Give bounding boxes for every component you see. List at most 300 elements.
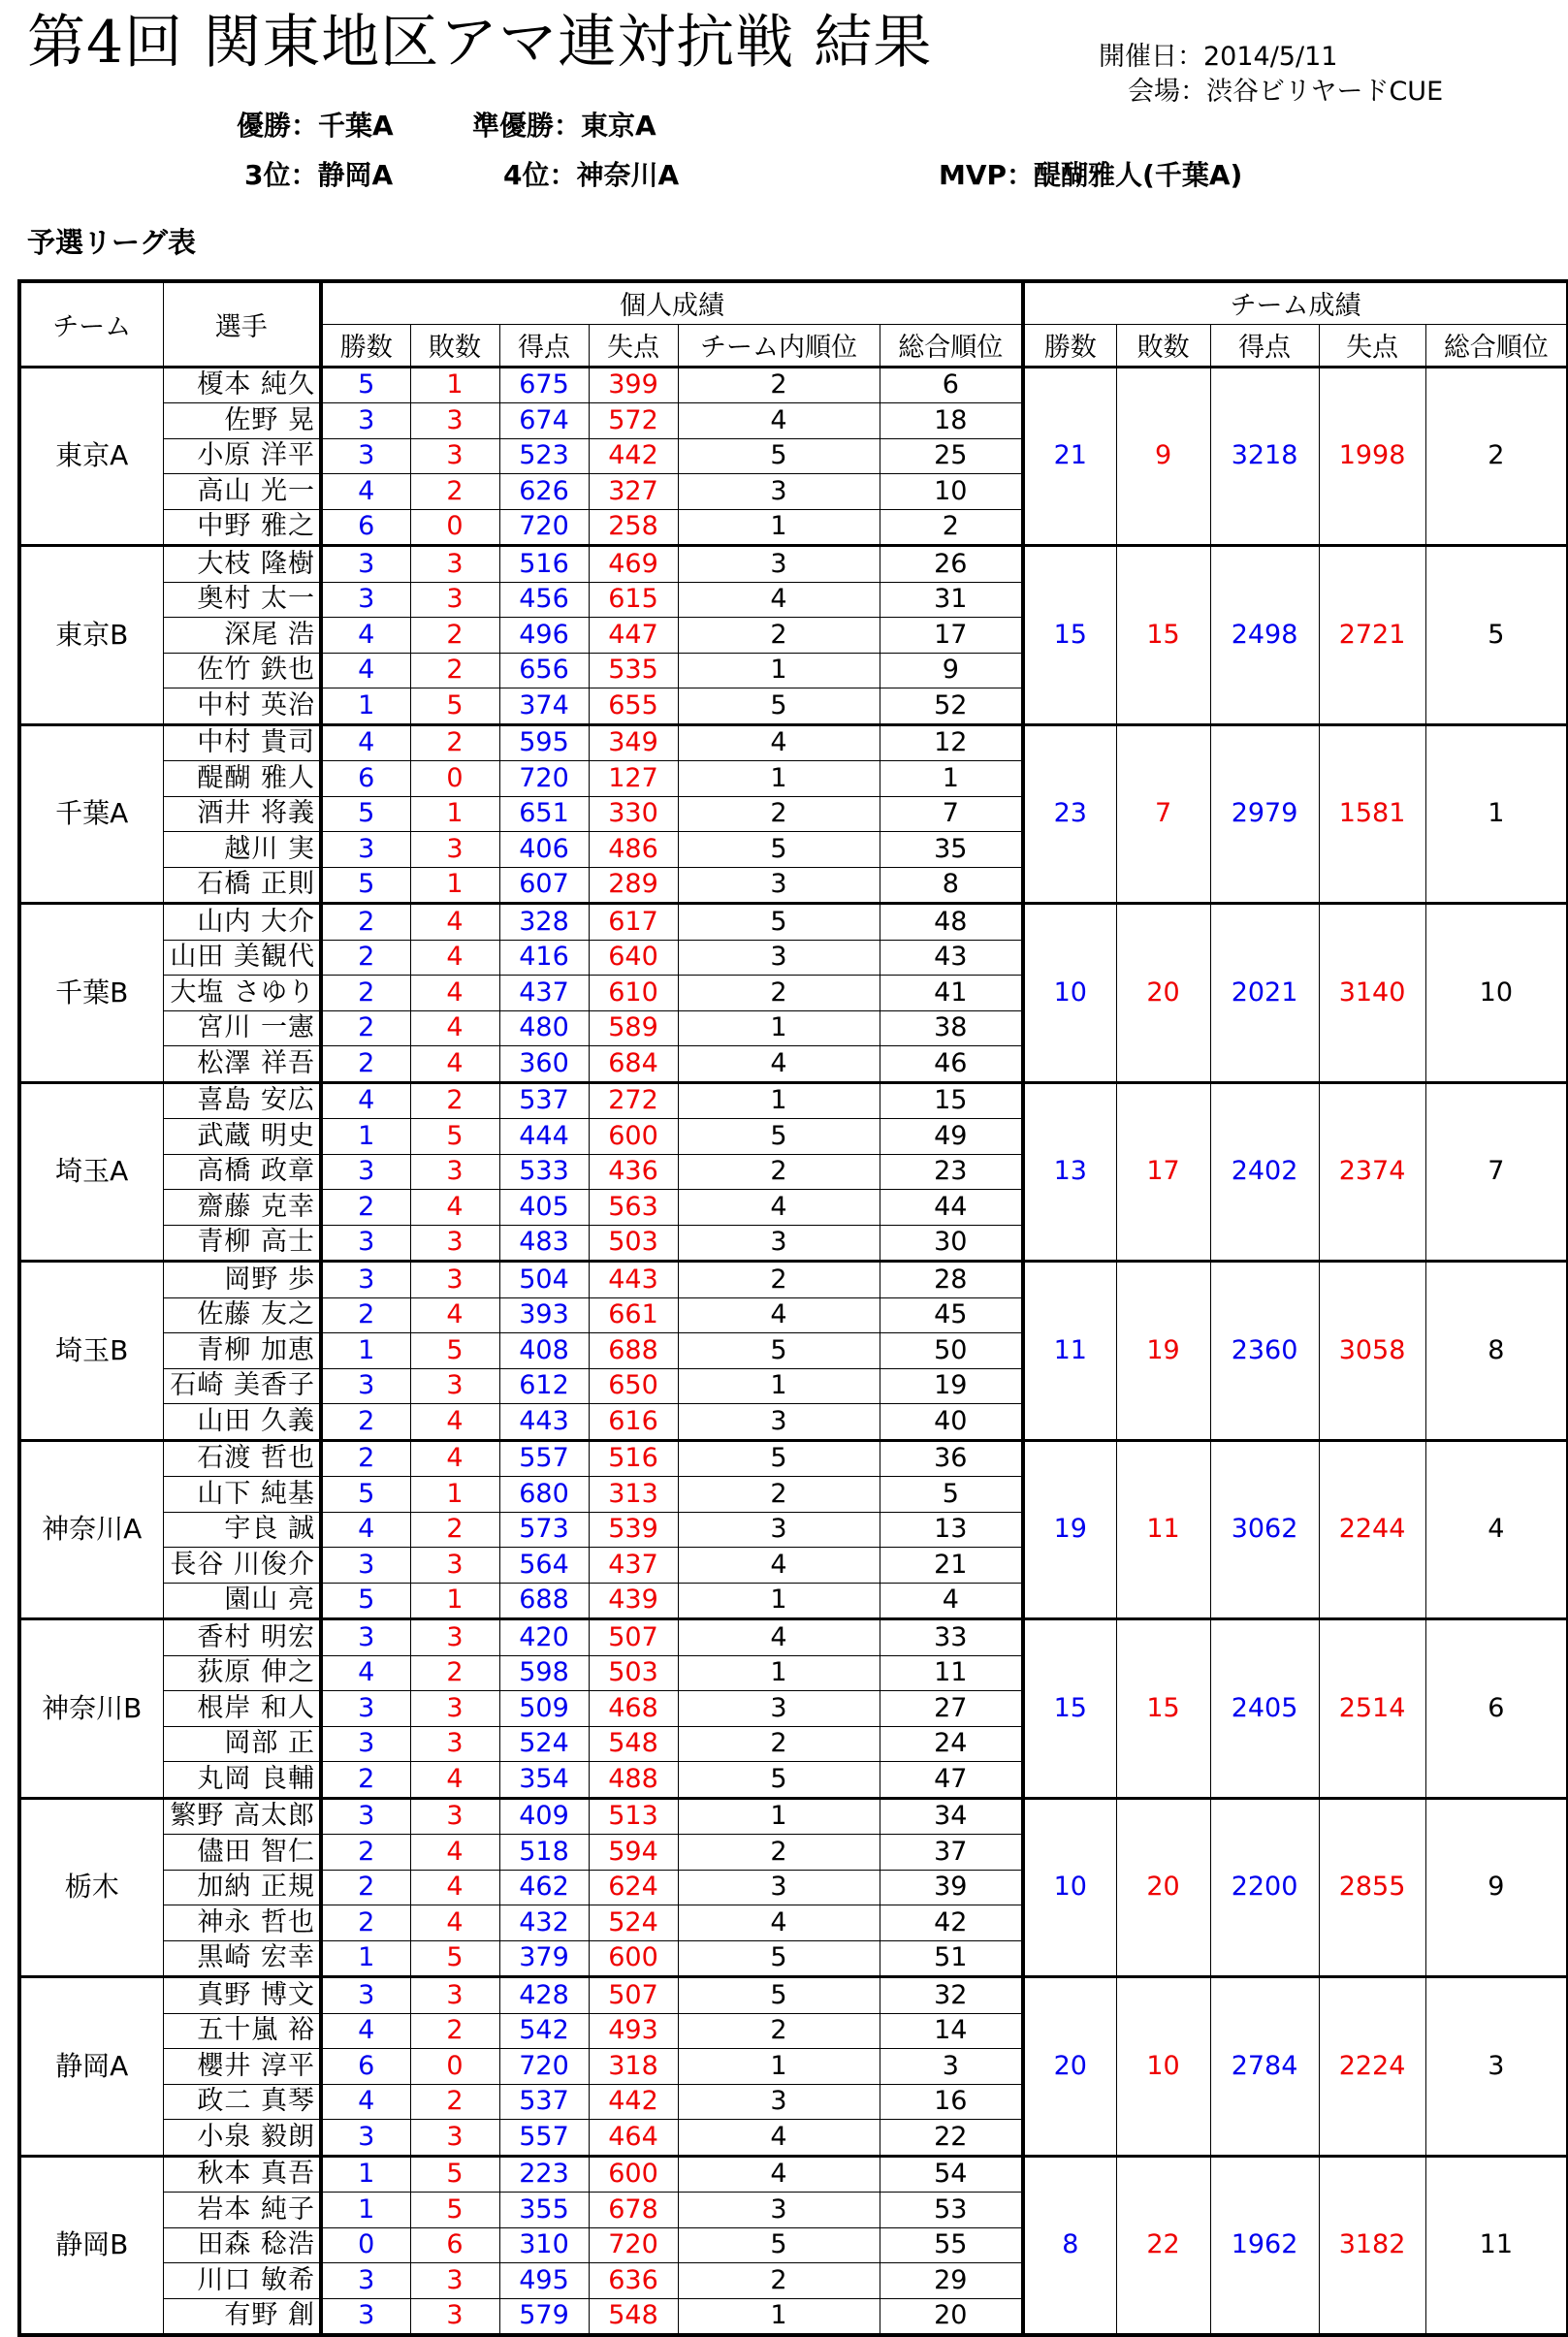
player-points-for: 393 [499, 1297, 589, 1333]
player-team-rank: 4 [678, 724, 880, 761]
player-points-against: 503 [589, 1225, 678, 1262]
player-overall-rank: 54 [880, 2156, 1023, 2193]
player-wins: 3 [321, 2298, 410, 2335]
player-team-rank: 1 [678, 2049, 880, 2085]
player-points-against: 548 [589, 2298, 678, 2335]
player-name: 五十嵐 裕 [163, 2013, 321, 2049]
results-table [17, 279, 1568, 2337]
header-team-losses: 敗数 [1116, 324, 1210, 367]
table-row [19, 2156, 1568, 2193]
player-name: 石橋 正則 [163, 867, 321, 904]
player-losses: 4 [410, 940, 499, 976]
player-points-for: 720 [499, 509, 589, 546]
player-team-rank: 5 [678, 688, 880, 725]
team-overall-rank: 10 [1425, 904, 1568, 1083]
player-team-rank: 1 [678, 1655, 880, 1691]
player-points-against: 594 [589, 1835, 678, 1871]
player-overall-rank: 17 [880, 618, 1023, 654]
player-overall-rank: 40 [880, 1404, 1023, 1441]
player-overall-rank: 4 [880, 1583, 1023, 1619]
player-points-for: 223 [499, 2156, 589, 2193]
player-wins: 3 [321, 1154, 410, 1190]
player-losses: 3 [410, 1225, 499, 1262]
player-points-against: 488 [589, 1762, 678, 1799]
player-name: 青柳 加恵 [163, 1333, 321, 1369]
player-losses: 6 [410, 2227, 499, 2263]
player-name: 佐竹 鉄也 [163, 653, 321, 688]
team-name: 埼玉A [19, 1082, 163, 1262]
header-overall-rank: 総合順位 [880, 324, 1023, 367]
player-team-rank: 5 [678, 438, 880, 474]
player-team-rank: 3 [678, 1404, 880, 1441]
player-points-against: 640 [589, 940, 678, 976]
player-losses: 3 [410, 1368, 499, 1404]
player-points-against: 650 [589, 1368, 678, 1404]
player-losses: 3 [410, 2298, 499, 2335]
player-points-against: 661 [589, 1297, 678, 1333]
player-name: 武蔵 明史 [163, 1119, 321, 1155]
table-row [19, 1619, 1568, 1656]
player-points-for: 432 [499, 1905, 589, 1941]
player-points-for: 656 [499, 653, 589, 688]
team-losses: 20 [1116, 904, 1210, 1083]
player-team-rank: 1 [678, 1798, 880, 1835]
team-wins: 13 [1023, 1082, 1116, 1262]
player-points-for: 607 [499, 867, 589, 904]
player-team-rank: 5 [678, 1977, 880, 2014]
player-overall-rank: 31 [880, 582, 1023, 618]
team-name: 神奈川A [19, 1440, 163, 1619]
player-losses: 2 [410, 2013, 499, 2049]
team-wins: 19 [1023, 1440, 1116, 1619]
player-points-against: 684 [589, 1046, 678, 1083]
player-wins: 1 [321, 1940, 410, 1977]
player-points-against: 720 [589, 2227, 678, 2263]
player-points-against: 447 [589, 618, 678, 654]
player-points-against: 636 [589, 2263, 678, 2299]
table-row [19, 367, 1568, 403]
player-overall-rank: 51 [880, 1940, 1023, 1977]
player-losses: 1 [410, 1477, 499, 1513]
team-losses: 11 [1116, 1440, 1210, 1619]
player-team-rank: 2 [678, 2013, 880, 2049]
player-losses: 4 [410, 1440, 499, 1477]
player-team-rank: 2 [678, 1726, 880, 1762]
player-losses: 5 [410, 2193, 499, 2228]
player-points-for: 537 [499, 2084, 589, 2120]
player-team-rank: 5 [678, 904, 880, 941]
player-points-against: 436 [589, 1154, 678, 1190]
player-team-rank: 5 [678, 1940, 880, 1977]
team-overall-rank: 6 [1425, 1619, 1568, 1799]
player-team-rank: 4 [678, 1297, 880, 1333]
player-wins: 3 [321, 582, 410, 618]
player-name: 佐野 晃 [163, 403, 321, 439]
player-wins: 6 [321, 2049, 410, 2085]
player-wins: 2 [321, 1046, 410, 1083]
team-losses: 22 [1116, 2156, 1210, 2335]
player-points-against: 688 [589, 1333, 678, 1369]
player-points-for: 595 [499, 724, 589, 761]
player-overall-rank: 30 [880, 1225, 1023, 1262]
player-team-rank: 5 [678, 1440, 880, 1477]
player-overall-rank: 12 [880, 724, 1023, 761]
player-points-for: 509 [499, 1691, 589, 1727]
team-name: 東京A [19, 367, 163, 546]
player-name: 中村 貴司 [163, 724, 321, 761]
player-points-against: 272 [589, 1082, 678, 1119]
player-points-against: 349 [589, 724, 678, 761]
player-team-rank: 5 [678, 1119, 880, 1155]
event-venue: 会場：渋谷ビリヤードCUE [1128, 77, 1444, 107]
award-winner: 優勝：千葉A [237, 110, 394, 142]
player-points-against: 507 [589, 1619, 678, 1656]
table-row [19, 1262, 1568, 1298]
player-losses: 1 [410, 796, 499, 832]
player-name: 山田 久義 [163, 1404, 321, 1441]
player-points-against: 437 [589, 1548, 678, 1584]
player-points-for: 428 [499, 1977, 589, 2014]
player-wins: 4 [321, 618, 410, 654]
player-name: 松澤 祥吾 [163, 1046, 321, 1083]
player-losses: 1 [410, 367, 499, 403]
player-points-against: 442 [589, 438, 678, 474]
player-overall-rank: 6 [880, 367, 1023, 403]
player-team-rank: 2 [678, 2263, 880, 2299]
team-points-for: 3218 [1210, 367, 1319, 546]
player-wins: 3 [321, 1619, 410, 1656]
player-name: 越川 実 [163, 832, 321, 868]
player-losses: 5 [410, 1119, 499, 1155]
team-overall-rank: 11 [1425, 2156, 1568, 2335]
team-losses: 19 [1116, 1262, 1210, 1441]
player-name: 小原 洋平 [163, 438, 321, 474]
team-losses: 20 [1116, 1798, 1210, 1977]
player-points-against: 258 [589, 509, 678, 546]
player-losses: 2 [410, 2084, 499, 2120]
player-overall-rank: 5 [880, 1477, 1023, 1513]
player-losses: 3 [410, 1798, 499, 1835]
player-points-against: 535 [589, 653, 678, 688]
player-losses: 3 [410, 2263, 499, 2299]
player-points-for: 626 [499, 474, 589, 510]
player-points-for: 674 [499, 403, 589, 439]
player-wins: 3 [321, 2263, 410, 2299]
player-team-rank: 1 [678, 1010, 880, 1046]
player-overall-rank: 21 [880, 1548, 1023, 1584]
player-losses: 5 [410, 688, 499, 725]
player-team-rank: 2 [678, 1262, 880, 1298]
player-points-for: 504 [499, 1262, 589, 1298]
player-name: 山内 大介 [163, 904, 321, 941]
team-points-for: 1962 [1210, 2156, 1319, 2335]
player-losses: 4 [410, 1835, 499, 1871]
player-team-rank: 2 [678, 976, 880, 1011]
player-name: 荻原 伸之 [163, 1655, 321, 1691]
player-overall-rank: 43 [880, 940, 1023, 976]
team-points-against: 3058 [1319, 1262, 1425, 1441]
player-team-rank: 1 [678, 2298, 880, 2335]
team-losses: 15 [1116, 546, 1210, 725]
player-team-rank: 3 [678, 1225, 880, 1262]
player-name: 酒井 将義 [163, 796, 321, 832]
player-losses: 3 [410, 1977, 499, 2014]
player-team-rank: 3 [678, 1691, 880, 1727]
player-losses: 4 [410, 1046, 499, 1083]
player-points-against: 655 [589, 688, 678, 725]
player-name: 榎本 純久 [163, 367, 321, 403]
player-wins: 1 [321, 1119, 410, 1155]
player-points-for: 328 [499, 904, 589, 941]
player-overall-rank: 19 [880, 1368, 1023, 1404]
player-overall-rank: 33 [880, 1619, 1023, 1656]
player-name: 長谷 川俊介 [163, 1548, 321, 1584]
player-overall-rank: 24 [880, 1726, 1023, 1762]
player-name: 有野 創 [163, 2298, 321, 2335]
header-losses: 敗数 [410, 324, 499, 367]
player-wins: 4 [321, 2084, 410, 2120]
player-wins: 3 [321, 832, 410, 868]
player-points-for: 516 [499, 546, 589, 583]
player-wins: 2 [321, 1010, 410, 1046]
player-losses: 3 [410, 1619, 499, 1656]
player-losses: 0 [410, 761, 499, 797]
player-losses: 1 [410, 1583, 499, 1619]
player-overall-rank: 7 [880, 796, 1023, 832]
player-points-for: 720 [499, 2049, 589, 2085]
player-team-rank: 1 [678, 761, 880, 797]
player-losses: 2 [410, 474, 499, 510]
header-wins: 勝数 [321, 324, 410, 367]
team-overall-rank: 7 [1425, 1082, 1568, 1262]
table-row [19, 1798, 1568, 1835]
player-wins: 4 [321, 724, 410, 761]
player-team-rank: 3 [678, 1512, 880, 1548]
player-wins: 2 [321, 1440, 410, 1477]
player-name: 山田 美観代 [163, 940, 321, 976]
player-name: 黒崎 宏幸 [163, 1940, 321, 1977]
team-name: 栃木 [19, 1798, 163, 1977]
player-name: 櫻井 淳平 [163, 2049, 321, 2085]
award-third: 3位：静岡A [244, 159, 394, 191]
player-name: 石渡 哲也 [163, 1440, 321, 1477]
player-team-rank: 5 [678, 1333, 880, 1369]
team-wins: 11 [1023, 1262, 1116, 1441]
player-name: 高橋 政章 [163, 1154, 321, 1190]
player-losses: 5 [410, 1333, 499, 1369]
player-overall-rank: 29 [880, 2263, 1023, 2299]
player-team-rank: 4 [678, 1619, 880, 1656]
player-wins: 3 [321, 2120, 410, 2157]
player-wins: 3 [321, 1691, 410, 1727]
player-points-for: 557 [499, 1440, 589, 1477]
player-wins: 6 [321, 509, 410, 546]
player-points-against: 289 [589, 867, 678, 904]
team-points-against: 2721 [1319, 546, 1425, 725]
team-wins: 21 [1023, 367, 1116, 546]
table-row [19, 1977, 1568, 2014]
player-overall-rank: 16 [880, 2084, 1023, 2120]
award-mvp: MVP：醍醐雅人(千葉A) [939, 159, 1243, 191]
player-wins: 3 [321, 438, 410, 474]
player-overall-rank: 36 [880, 1440, 1023, 1477]
header-team-wins: 勝数 [1023, 324, 1116, 367]
player-wins: 3 [321, 1368, 410, 1404]
player-points-against: 600 [589, 2156, 678, 2193]
player-overall-rank: 2 [880, 509, 1023, 546]
header-points-for: 得点 [499, 324, 589, 367]
player-name: 深尾 浩 [163, 618, 321, 654]
player-points-against: 589 [589, 1010, 678, 1046]
team-name: 静岡B [19, 2156, 163, 2335]
team-wins: 20 [1023, 1977, 1116, 2157]
team-wins: 10 [1023, 1798, 1116, 1977]
team-name: 千葉B [19, 904, 163, 1083]
player-team-rank: 4 [678, 2120, 880, 2157]
player-losses: 5 [410, 2156, 499, 2193]
player-name: 岡野 歩 [163, 1262, 321, 1298]
player-overall-rank: 45 [880, 1297, 1023, 1333]
player-losses: 3 [410, 1154, 499, 1190]
player-losses: 3 [410, 438, 499, 474]
player-points-against: 539 [589, 1512, 678, 1548]
player-name: 儘田 智仁 [163, 1835, 321, 1871]
award-runner-up: 準優勝：東京A [472, 110, 656, 142]
player-losses: 3 [410, 1691, 499, 1727]
player-wins: 5 [321, 867, 410, 904]
header-team-overall-rank: 総合順位 [1425, 324, 1568, 367]
player-team-rank: 3 [678, 546, 880, 583]
player-points-against: 442 [589, 2084, 678, 2120]
player-losses: 3 [410, 2120, 499, 2157]
player-points-for: 420 [499, 1619, 589, 1656]
header-team-points-against: 失点 [1319, 324, 1425, 367]
team-wins: 10 [1023, 904, 1116, 1083]
player-points-against: 513 [589, 1798, 678, 1835]
player-points-for: 374 [499, 688, 589, 725]
player-wins: 1 [321, 688, 410, 725]
player-wins: 3 [321, 1225, 410, 1262]
team-points-against: 3140 [1319, 904, 1425, 1083]
player-overall-rank: 22 [880, 2120, 1023, 2157]
player-overall-rank: 48 [880, 904, 1023, 941]
player-points-for: 310 [499, 2227, 589, 2263]
player-overall-rank: 49 [880, 1119, 1023, 1155]
player-points-against: 563 [589, 1190, 678, 1226]
player-points-against: 600 [589, 1119, 678, 1155]
player-team-rank: 3 [678, 940, 880, 976]
player-points-for: 579 [499, 2298, 589, 2335]
team-points-against: 2244 [1319, 1440, 1425, 1619]
header-points-against: 失点 [589, 324, 678, 367]
player-overall-rank: 8 [880, 867, 1023, 904]
player-wins: 1 [321, 1333, 410, 1369]
player-team-rank: 4 [678, 1190, 880, 1226]
player-points-for: 518 [499, 1835, 589, 1871]
team-points-against: 2855 [1319, 1798, 1425, 1977]
header-individual: 個人成績 [321, 281, 1023, 324]
player-points-for: 409 [499, 1798, 589, 1835]
player-team-rank: 1 [678, 1082, 880, 1119]
team-wins: 8 [1023, 2156, 1116, 2335]
player-losses: 4 [410, 1010, 499, 1046]
player-points-against: 516 [589, 1440, 678, 1477]
player-name: 香村 明宏 [163, 1619, 321, 1656]
player-points-against: 443 [589, 1262, 678, 1298]
player-losses: 4 [410, 1404, 499, 1441]
player-losses: 2 [410, 1655, 499, 1691]
team-wins: 15 [1023, 546, 1116, 725]
player-losses: 5 [410, 1940, 499, 1977]
player-losses: 4 [410, 1905, 499, 1941]
award-fourth: 4位：神奈川A [503, 159, 680, 191]
player-name: 石崎 美香子 [163, 1368, 321, 1404]
player-points-against: 524 [589, 1905, 678, 1941]
player-losses: 3 [410, 832, 499, 868]
event-date: 開催日：2014/5/11 [1099, 42, 1338, 72]
player-team-rank: 2 [678, 1835, 880, 1871]
player-overall-rank: 50 [880, 1333, 1023, 1369]
player-losses: 3 [410, 403, 499, 439]
player-points-against: 507 [589, 1977, 678, 2014]
player-wins: 3 [321, 1977, 410, 2014]
player-wins: 2 [321, 1905, 410, 1941]
player-name: 中野 雅之 [163, 509, 321, 546]
player-points-for: 456 [499, 582, 589, 618]
player-team-rank: 5 [678, 832, 880, 868]
player-team-rank: 2 [678, 1154, 880, 1190]
player-points-for: 542 [499, 2013, 589, 2049]
player-team-rank: 4 [678, 2156, 880, 2193]
player-points-for: 406 [499, 832, 589, 868]
header-team-results: チーム成績 [1023, 281, 1568, 324]
player-losses: 2 [410, 724, 499, 761]
player-points-for: 462 [499, 1870, 589, 1905]
player-overall-rank: 42 [880, 1905, 1023, 1941]
player-name: 青柳 高士 [163, 1225, 321, 1262]
results-body [19, 367, 1568, 2335]
header-team-rank: チーム内順位 [678, 324, 880, 367]
team-points-against: 1581 [1319, 724, 1425, 904]
player-points-against: 572 [589, 403, 678, 439]
player-team-rank: 3 [678, 1870, 880, 1905]
player-points-against: 486 [589, 832, 678, 868]
player-points-against: 330 [589, 796, 678, 832]
team-points-against: 2224 [1319, 1977, 1425, 2157]
player-points-against: 318 [589, 2049, 678, 2085]
player-name: 醍醐 雅人 [163, 761, 321, 797]
player-points-against: 617 [589, 904, 678, 941]
player-overall-rank: 28 [880, 1262, 1023, 1298]
player-points-against: 624 [589, 1870, 678, 1905]
player-overall-rank: 46 [880, 1046, 1023, 1083]
player-overall-rank: 26 [880, 546, 1023, 583]
player-points-for: 688 [499, 1583, 589, 1619]
team-points-for: 2200 [1210, 1798, 1319, 1977]
player-name: 田森 稔浩 [163, 2227, 321, 2263]
player-points-against: 615 [589, 582, 678, 618]
player-name: 根岸 和人 [163, 1691, 321, 1727]
player-team-rank: 3 [678, 2193, 880, 2228]
player-points-for: 437 [499, 976, 589, 1011]
player-team-rank: 2 [678, 618, 880, 654]
header-team-points-for: 得点 [1210, 324, 1319, 367]
player-overall-rank: 3 [880, 2049, 1023, 2085]
player-losses: 4 [410, 976, 499, 1011]
player-name: 園山 亮 [163, 1583, 321, 1619]
player-overall-rank: 1 [880, 761, 1023, 797]
header-player: 選手 [163, 281, 321, 367]
